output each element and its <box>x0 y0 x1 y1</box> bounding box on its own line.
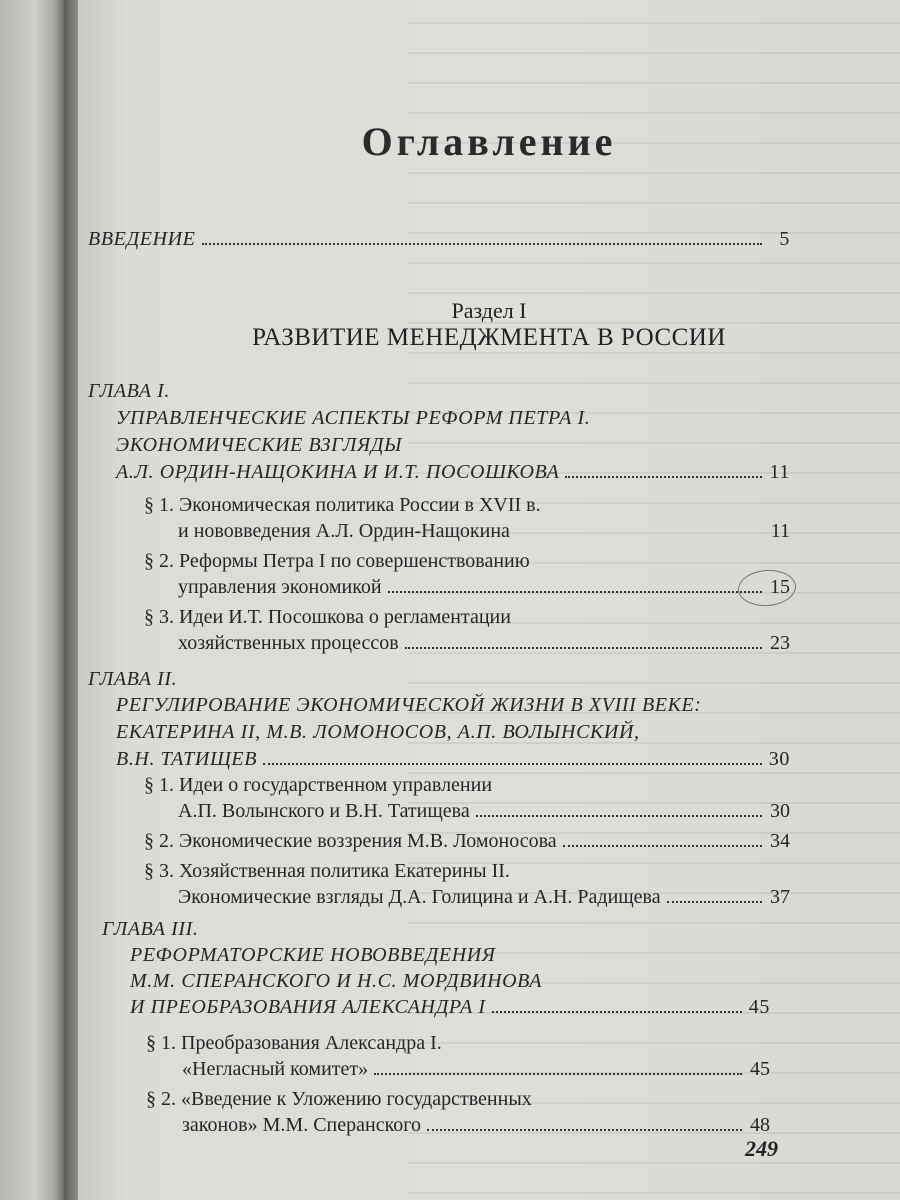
paragraph-final-line <box>178 884 790 910</box>
page-number: 30 <box>770 800 790 822</box>
chapter-title-final-line <box>116 746 790 772</box>
page-number: 15 <box>770 576 790 598</box>
page-number: 23 <box>770 632 790 654</box>
paragraph-line: § 3. Идеи И.Т. Посошкова о регламентации <box>144 606 511 628</box>
chapter-title-line: А.Л. ОРДИН-НАЩОКИНА И И.Т. ПОСОШКОВА <box>116 461 560 483</box>
paragraph-line: «Негласный комитет» <box>182 1058 369 1080</box>
chapter-title-final-line <box>116 459 790 485</box>
toc-entry-intro <box>88 226 790 252</box>
paragraph-line: § 1. Идеи о государственном управлении <box>144 774 493 796</box>
leader-dots <box>202 243 763 245</box>
chapter-title-line: В.Н. ТАТИЩЕВ <box>116 748 258 770</box>
entry-label: ВВЕДЕНИЕ <box>88 228 196 250</box>
leader-dots <box>667 901 762 903</box>
paragraph-line: § 2. Экономические воззрения М.В. Ломоносова <box>144 830 557 852</box>
leader-dots <box>405 647 762 649</box>
leader-dots <box>427 1129 742 1131</box>
leader-dots <box>388 591 762 593</box>
paragraph-line: А.П. Волынского и В.Н. Татищева <box>178 800 470 822</box>
paragraph-final-line <box>178 630 790 656</box>
page-number: 34 <box>770 830 790 852</box>
paragraph-line: управления экономикой <box>178 576 382 598</box>
chapter-title-line: УПРАВЛЕНЧЕСКИЕ АСПЕКТЫ РЕФОРМ ПЕТРА I. <box>116 407 591 429</box>
leader-dots <box>563 845 762 847</box>
page-number: 45 <box>748 996 770 1018</box>
paragraph-final-line <box>178 518 790 544</box>
section-title: РАЗВИТИЕ МЕНЕДЖМЕНТА В РОССИИ <box>252 324 726 351</box>
chapter-title-line: М.М. СПЕРАНСКОГО И Н.С. МОРДВИНОВА <box>130 970 543 992</box>
paragraph-line: хозяйственных процессов <box>178 632 399 654</box>
page-number: 45 <box>750 1058 770 1080</box>
paragraph-line: Экономические взгляды Д.А. Голицина и А.Н. Радищева <box>178 886 661 908</box>
page-number: 30 <box>768 748 790 770</box>
paragraph-line: § 3. Хозяйственная политика Екатерины II. <box>144 860 510 882</box>
paragraph-line: § 1. Экономическая политика России в XVII в. <box>144 494 541 516</box>
section-label: Раздел I <box>451 298 527 323</box>
paragraph-final-line <box>178 574 790 600</box>
show-through-text <box>408 0 900 1200</box>
chapter-title-final-line <box>130 994 770 1020</box>
paragraph-line: § 2. Реформы Петра I по совершенствованию <box>144 550 530 572</box>
leader-dots <box>476 815 762 817</box>
paragraph-final-line <box>182 1056 770 1082</box>
page-number: 11 <box>770 520 790 542</box>
leader-dots <box>374 1073 742 1075</box>
page-folio-number: 249 <box>745 1136 778 1161</box>
page-title: Оглавление <box>361 119 617 164</box>
paragraph-final-line <box>178 798 790 824</box>
page-number: 11 <box>769 461 790 483</box>
page-number: 48 <box>750 1114 770 1136</box>
chapter-title-line: ЭКОНОМИЧЕСКИЕ ВЗГЛЯДЫ <box>116 434 403 456</box>
paragraph-line: и нововведения А.Л. Ордин-Нащокина <box>178 520 510 542</box>
page-number: 5 <box>779 228 790 250</box>
chapter-title-line: ЕКАТЕРИНА II, М.В. ЛОМОНОСОВ, А.П. ВОЛЫНСКИЙ, <box>116 721 640 743</box>
leader-dots <box>263 763 762 765</box>
page-number: 37 <box>770 886 790 908</box>
chapter-title-line: И ПРЕОБРАЗОВАНИЯ АЛЕКСАНДРА I <box>130 996 486 1018</box>
chapter-title-line: РЕФОРМАТОРСКИЕ НОВОВВЕДЕНИЯ <box>130 944 496 966</box>
chapter-label: ГЛАВА I. <box>88 380 171 402</box>
paragraph-final-line <box>144 828 790 854</box>
adjacent-page-edge <box>0 0 64 1200</box>
chapter-title-line: РЕГУЛИРОВАНИЕ ЭКОНОМИЧЕСКОЙ ЖИЗНИ В XVIII ВЕКЕ: <box>116 694 702 716</box>
leader-dots <box>492 1011 742 1013</box>
chapter-label: ГЛАВА III. <box>102 918 199 940</box>
paragraph-line: § 1. Преобразования Александра I. <box>146 1032 442 1054</box>
toc-page <box>78 0 900 1200</box>
paragraph-line: § 2. «Введение к Уложению государственных <box>146 1088 532 1110</box>
paragraph-final-line <box>182 1112 770 1138</box>
paragraph-line: законов» М.М. Сперанского <box>182 1114 421 1136</box>
chapter-label: ГЛАВА II. <box>88 668 178 690</box>
leader-dots <box>565 476 762 478</box>
